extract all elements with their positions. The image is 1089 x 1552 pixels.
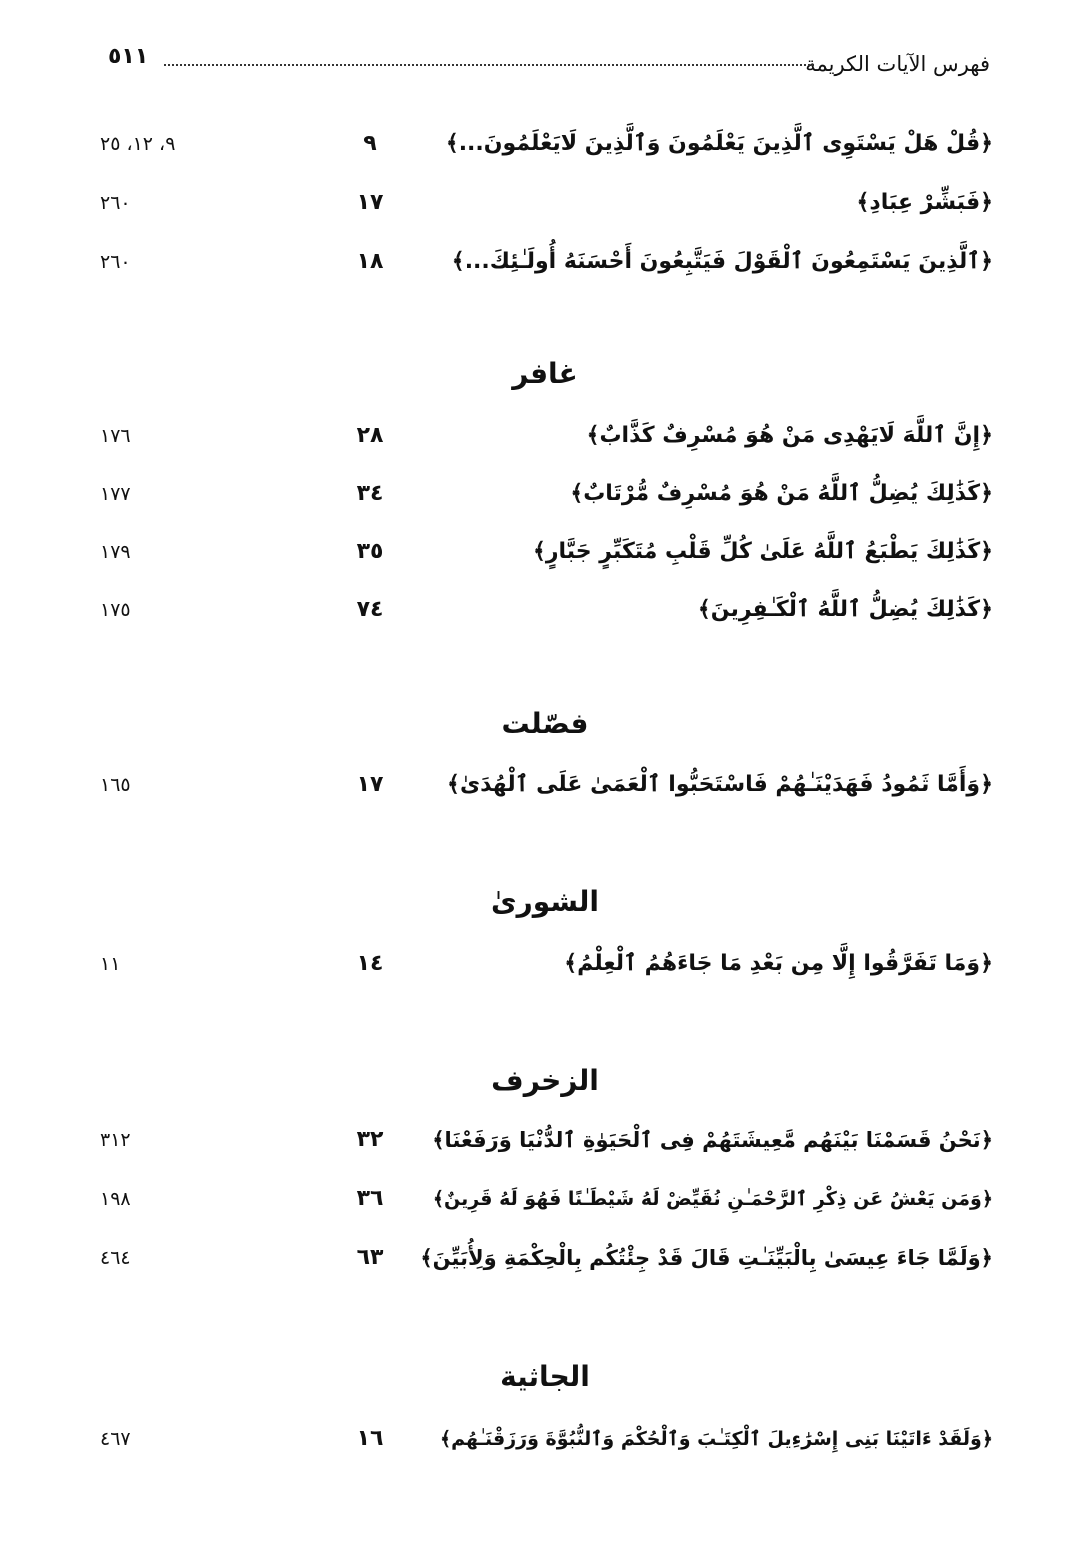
ayah-number: ١٦: [356, 1426, 384, 1451]
page-reference: ١٧٩: [100, 541, 131, 563]
verse-row: [0, 183, 1089, 227]
running-title: فهرس الآيات الكريمة: [805, 52, 990, 76]
page-reference: ١٩٨: [100, 1188, 131, 1210]
page-number: ٥١١: [108, 44, 149, 69]
running-header: [108, 42, 990, 82]
page-reference: ١٧٦: [100, 425, 131, 447]
verse-text: ﴿نَحْنُ قَسَمْنَا بَيْنَهُم مَّعِيشَتَهُمْ فِى ٱلْحَيَوٰةِ ٱلدُّنْيَا وَرَفَعْنَا﴾: [432, 1128, 993, 1152]
page-reference: ٤٦٤: [100, 1247, 131, 1269]
page-reference: ٢٦٠: [100, 192, 131, 214]
page-reference: ١٦٥: [100, 774, 131, 796]
surah-heading: الزخرف: [491, 1064, 599, 1097]
verse-row: [0, 124, 1089, 168]
verse-row: [0, 474, 1089, 518]
ayah-number: ٧٤: [356, 597, 384, 622]
page-reference: ١٧٧: [100, 483, 131, 505]
verse-row: [0, 1120, 1089, 1164]
page-reference: ٣١٢: [100, 1129, 131, 1151]
page-reference: ١١: [100, 953, 121, 975]
page-reference: ١٧٥: [100, 599, 131, 621]
ayah-number: ١٨: [356, 249, 384, 274]
ayah-number: ٣٥: [356, 539, 384, 564]
ayah-number: ٦٣: [356, 1245, 384, 1270]
verse-text: ﴿كَذَٰلِكَ يَطْبَعُ ٱللَّهُ عَلَىٰ كُلِّ قَلْبِ مُتَكَبِّرٍ جَبَّارٍ﴾: [532, 539, 993, 564]
verse-text: ﴿فَبَشِّرْ عِبَادِ﴾: [856, 190, 993, 215]
verse-text: ﴿وَلَقَدْ ءَاتَيْنَا بَنِى إِسْرَٰءِيلَ ٱلْكِتَـٰبَ وَٱلْحُكْمَ وَٱلنُّبُوَّةَ وَرَزَقْنَـٰهُم﴾: [439, 1428, 993, 1450]
verse-row: [0, 1238, 1089, 1282]
ayah-number: ١٧: [356, 190, 384, 215]
surah-heading: الشورىٰ: [491, 885, 599, 918]
surah-heading: فصّلت: [501, 707, 589, 740]
verse-text: ﴿ٱلَّذِينَ يَسْتَمِعُونَ ٱلْقَوْلَ فَيَتَّبِعُونَ أَحْسَنَهُ أُولَـٰئِكَ...﴾: [451, 249, 993, 274]
ayah-number: ١٤: [356, 951, 384, 976]
verse-text: ﴿إِنَّ ٱللَّهَ لَايَهْدِى مَنْ هُوَ مُسْرِفٌ كَذَّابٌ﴾: [586, 423, 993, 448]
ayah-number: ٣٦: [356, 1186, 384, 1211]
ayah-number: ٣٢: [356, 1127, 384, 1152]
ayah-number: ٣٤: [356, 481, 384, 506]
verse-row: [0, 765, 1089, 809]
ayah-number: ٢٨: [356, 423, 384, 448]
surah-heading: غافر: [512, 357, 578, 390]
verse-row: [0, 242, 1089, 286]
ayah-number: ١٧: [356, 772, 384, 797]
page-reference: ٤٦٧: [100, 1428, 131, 1450]
verse-row: [0, 416, 1089, 460]
verse-text: ﴿وَلَمَّا جَاءَ عِيسَىٰ بِالْبَيِّنَـٰتِ قَالَ قَدْ جِئْتُكُم بِالْحِكْمَةِ وَلِأُبَيِّنَ﴾: [420, 1246, 993, 1270]
verse-text: ﴿وَأَمَّا ثَمُودُ فَهَدَيْنَـٰهُمْ فَاسْتَحَبُّوا ٱلْعَمَىٰ عَلَى ٱلْهُدَىٰ﴾: [447, 772, 993, 797]
page-reference: ٢٦٠: [100, 251, 131, 273]
verse-text: ﴿كَذَٰلِكَ يُضِلُّ ٱللَّهُ مَنْ هُوَ مُسْرِفٌ مُّرْتَابٌ﴾: [570, 481, 993, 506]
page-reference: ٩، ١٢، ٢٥: [100, 133, 176, 155]
verse-row: [0, 590, 1089, 634]
verse-text: ﴿وَمَن يَعْشُ عَن ذِكْرِ ٱلرَّحْمَـٰنِ نُقَيِّضْ لَهُ شَيْطَـٰنًا فَهُوَ لَهُ قَرِينٌ﴾: [432, 1188, 993, 1210]
verse-text: ﴿وَمَا تَفَرَّقُوا إِلَّا مِن بَعْدِ مَا جَاءَهُمُ ٱلْعِلْمُ﴾: [564, 951, 993, 976]
verse-row: [0, 1419, 1089, 1463]
surah-heading: الجاثية: [500, 1360, 590, 1393]
verse-text: ﴿كَذَٰلِكَ يُضِلُّ ٱللَّهُ ٱلْكَـٰفِرِينَ﴾: [697, 597, 993, 622]
verse-row: [0, 944, 1089, 988]
verse-text: ﴿قُلْ هَلْ يَسْتَوِى ٱلَّذِينَ يَعْلَمُونَ وَٱلَّذِينَ لَايَعْلَمُونَ...﴾: [445, 131, 993, 156]
ayah-number: ٩: [363, 131, 377, 156]
leader-dots: [164, 64, 814, 66]
verse-row: [0, 1179, 1089, 1223]
verse-row: [0, 532, 1089, 576]
